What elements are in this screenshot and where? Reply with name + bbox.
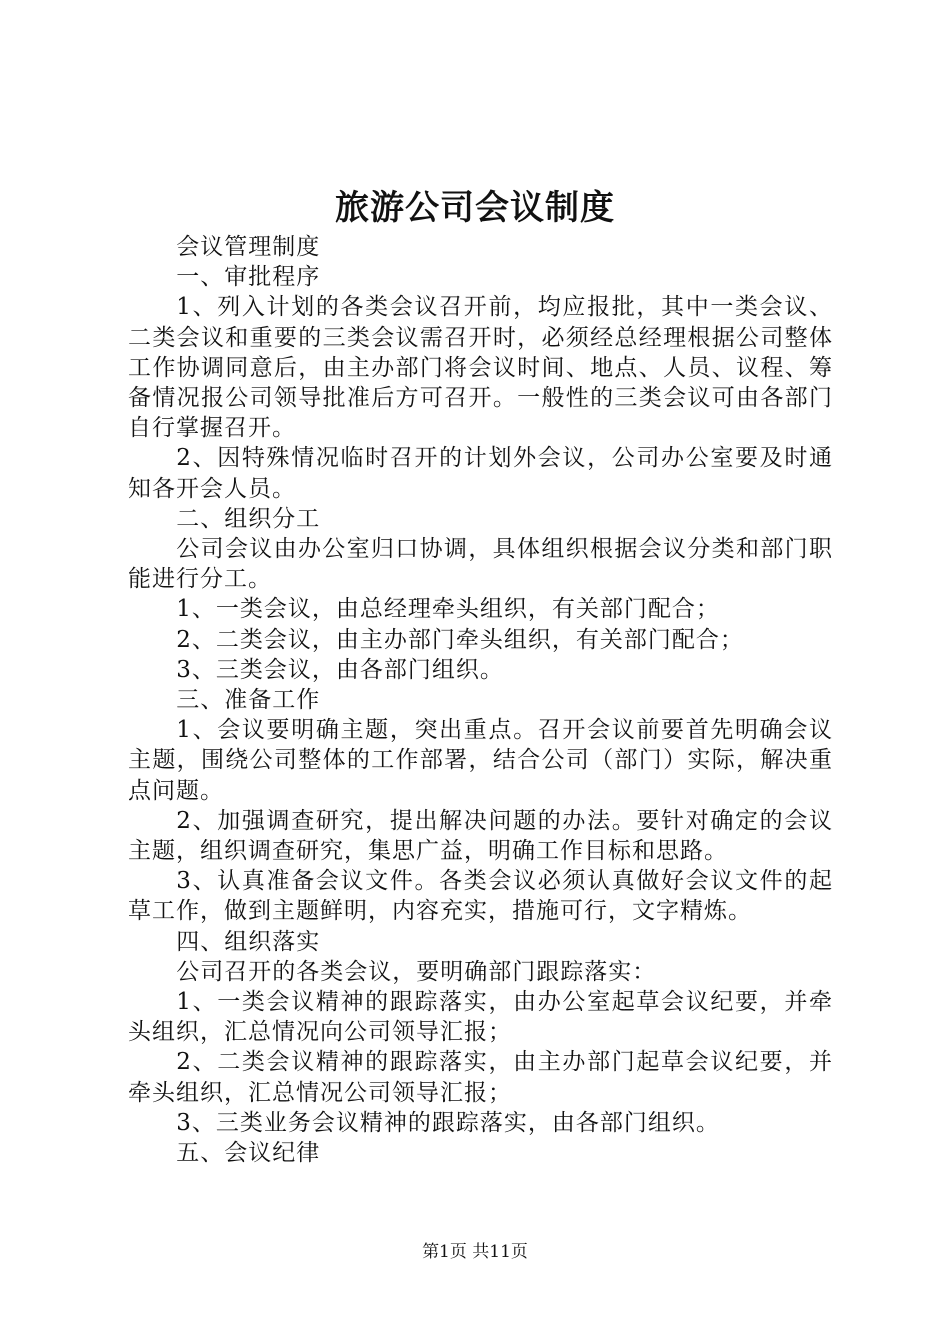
- paragraph: 1、会议要明确主题，突出重点。召开会议前要首先明确会议主题，围绕公司整体的工作部署，结合公司（部门）实际，解决重点问题。: [128, 717, 833, 804]
- paragraph: 公司召开的各类会议，要明确部门跟踪落实：: [176, 958, 657, 985]
- paragraph: 1、一类会议精神的跟踪落实，由办公室起草会议纪要，并牵头组织，汇总情况向公司领导汇报；: [128, 989, 833, 1046]
- section-heading: 二、组织分工: [176, 505, 321, 532]
- paragraph: 3、认真准备会议文件。各类会议必须认真做好会议文件的起草工作，做到主题鲜明，内容充实，措施可行，文字精炼。: [128, 868, 833, 925]
- section-heading: 一、审批程序: [176, 264, 321, 291]
- paragraph: 2、二类会议，由主办部门牵头组织，有关部门配合；: [176, 626, 744, 653]
- section-heading: 三、准备工作: [176, 687, 321, 714]
- section-heading: 四、组织落实: [176, 928, 321, 955]
- document-title: 旅游公司会议制度: [335, 188, 615, 228]
- paragraph: 1、一类会议，由总经理牵头组织，有关部门配合；: [176, 596, 720, 623]
- document-body: [128, 232, 833, 1168]
- paragraph: 3、三类业务会议精神的跟踪落实，由各部门组织。: [176, 1109, 720, 1136]
- paragraph: 公司会议由办公室归口协调，具体组织根据会议分类和部门职能进行分工。: [128, 536, 833, 593]
- page-footer: 第1页 共11页: [422, 1242, 528, 1262]
- paragraph: 1、列入计划的各类会议召开前，均应报批，其中一类会议、二类会议和重要的三类会议需召开时，必须经总经理根据公司整体工作协调同意后，由主办部门将会议时间、地点、人员、议程、筹备情况报公司领导批准后方可召开。一般性的三类会议可由各部门自行掌握召开。: [128, 294, 833, 442]
- paragraph: 3、三类会议，由各部门组织。: [176, 656, 504, 683]
- paragraph: 2、二类会议精神的跟踪落实，由主办部门起草会议纪要，并牵头组织，汇总情况公司领导汇报；: [128, 1049, 833, 1106]
- section-heading: 五、会议纪律: [176, 1140, 321, 1167]
- paragraph: 2、加强调查研究，提出解决问题的办法。要针对确定的会议主题，组织调查研究，集思广益，明确工作目标和思路。: [128, 807, 833, 865]
- paragraph: 会议管理制度: [176, 234, 321, 260]
- paragraph: 2、因特殊情况临时召开的计划外会议，公司办公室要及时通知各开会人员。: [128, 445, 833, 502]
